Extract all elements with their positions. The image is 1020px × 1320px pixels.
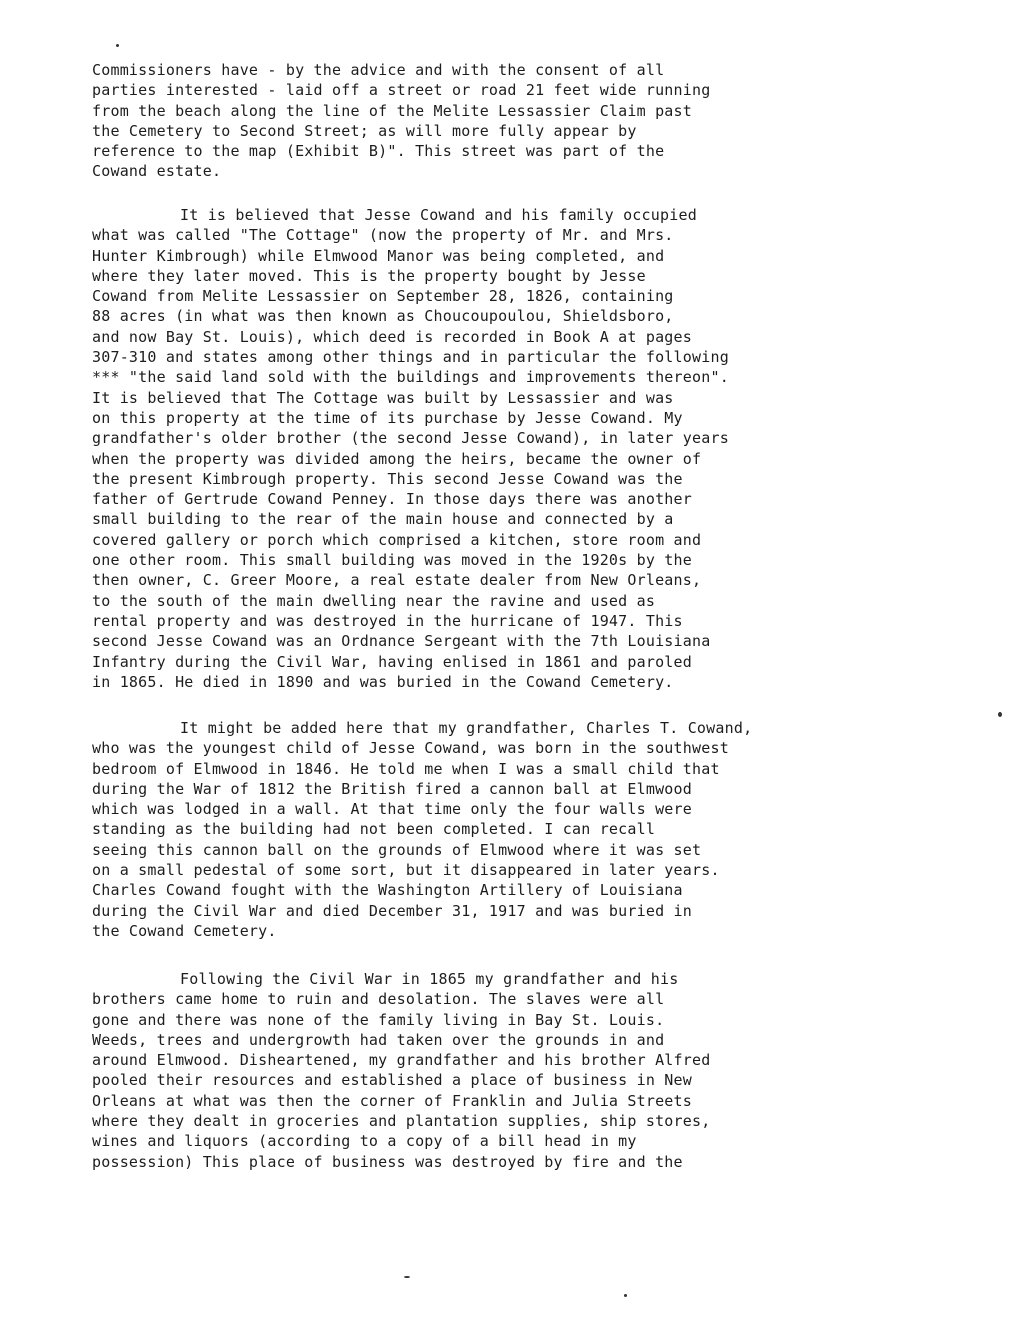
text-line: grandfather's older brother (the second Jesse Cowand), in later years	[92, 429, 729, 448]
text-line: in 1865. He died in 1890 and was buried in the Cowand Cemetery.	[92, 672, 674, 691]
text-line: Following the Civil War in 1865 my grandfather and his	[180, 970, 679, 988]
text-line: reference to the map (Exhibit B)". This street was part of the	[92, 142, 665, 161]
text-line: Commissioners have - by the advice and with the consent of all	[92, 61, 665, 79]
text-line: who was the youngest child of Jesse Cowand, was born in the southwest	[92, 739, 729, 758]
paragraph-1	[92, 60, 952, 182]
text-line: from the beach along the line of the Melite Lessassier Claim past	[92, 101, 692, 120]
text-line: Orleans at what was then the corner of Franklin and Julia Streets	[92, 1091, 692, 1110]
text-line: It is believed that The Cottage was built by Lessassier and was	[92, 388, 674, 407]
text-line: father of Gertrude Cowand Penney. In those days there was another	[92, 490, 692, 509]
text-line: Weeds, trees and undergrowth had taken over the grounds in and	[92, 1030, 665, 1049]
text-line: during the War of 1812 the British fired a cannon ball at Elmwood	[92, 779, 692, 798]
text-line: parties interested - laid off a street or road 21 feet wide running	[92, 81, 711, 100]
scan-speck	[404, 1276, 410, 1278]
text-line: covered gallery or porch which comprised a kitchen, store room and	[92, 530, 702, 549]
text-line: Infantry during the Civil War, having enlised in 1861 and paroled	[92, 652, 692, 671]
text-line: to the south of the main dwelling near the ravine and used as	[92, 591, 656, 610]
text-line: rental property and was destroyed in the hurricane of 1947. This	[92, 611, 683, 630]
text-line: then owner, C. Greer Moore, a real estate dealer from New Orleans,	[92, 571, 702, 590]
text-line: which was lodged in a wall. At that time only the four walls were	[92, 800, 692, 819]
text-line: on a small pedestal of some sort, but it disappeared in later years.	[92, 861, 720, 880]
text-line: during the Civil War and died December 31, 1917 and was buried in	[92, 901, 692, 920]
text-line: the Cemetery to Second Street; as will more fully appear by	[92, 121, 637, 140]
text-line: and now Bay St. Louis), which deed is recorded in Book A at pages	[92, 327, 692, 346]
text-line: 307-310 and states among other things and in particular the following	[92, 348, 729, 367]
text-line: standing as the building had not been completed. I can recall	[92, 820, 656, 839]
text-line: Charles Cowand fought with the Washington Artillery of Louisiana	[92, 881, 683, 900]
scan-speck	[998, 712, 1002, 717]
text-line: what was called "The Cottage" (now the property of Mr. and Mrs.	[92, 226, 674, 245]
scan-speck	[116, 44, 119, 47]
paragraph-3	[92, 718, 952, 941]
text-line: the present Kimbrough property. This second Jesse Cowand was the	[92, 469, 683, 488]
text-line: on this property at the time of its purchase by Jesse Cowand. My	[92, 408, 683, 427]
text-line: small building to the rear of the main house and connected by a	[92, 510, 674, 529]
text-line: It might be added here that my grandfather, Charles T. Cowand,	[180, 719, 753, 737]
text-line: the Cowand Cemetery.	[92, 921, 277, 940]
text-line: *** "the said land sold with the buildings and improvements thereon".	[92, 368, 729, 387]
text-line: wines and liquors (according to a copy of a bill head in my	[92, 1132, 637, 1151]
text-line: where they later moved. This is the property bought by Jesse	[92, 266, 646, 285]
text-line: Cowand estate.	[92, 162, 222, 181]
scan-speck	[624, 1294, 627, 1297]
text-line: bedroom of Elmwood in 1846. He told me when I was a small child that	[92, 759, 720, 778]
text-line: where they dealt in groceries and plantation supplies, ship stores,	[92, 1112, 711, 1131]
text-line: gone and there was none of the family living in Bay St. Louis.	[92, 1010, 665, 1029]
paragraph-2	[92, 205, 952, 692]
text-line: second Jesse Cowand was an Ordnance Sergeant with the 7th Louisiana	[92, 632, 711, 651]
text-line: possession) This place of business was destroyed by fire and the	[92, 1152, 683, 1171]
paragraph-4	[92, 969, 952, 1172]
text-line: pooled their resources and established a place of business in New	[92, 1071, 692, 1090]
text-line: around Elmwood. Disheartened, my grandfather and his brother Alfred	[92, 1051, 711, 1070]
text-line: Hunter Kimbrough) while Elmwood Manor was being completed, and	[92, 246, 665, 265]
text-line: one other room. This small building was moved in the 1920s by the	[92, 551, 692, 570]
text-line: brothers came home to ruin and desolation. The slaves were all	[92, 990, 665, 1009]
text-line: Cowand from Melite Lessassier on September 28, 1826, containing	[92, 287, 674, 306]
text-line: when the property was divided among the heirs, became the owner of	[92, 449, 702, 468]
text-line: It is believed that Jesse Cowand and his family occupied	[180, 206, 697, 224]
text-line: seeing this cannon ball on the grounds of Elmwood where it was set	[92, 840, 702, 859]
text-line: 88 acres (in what was then known as Choucoupoulou, Shieldsboro,	[92, 307, 674, 326]
